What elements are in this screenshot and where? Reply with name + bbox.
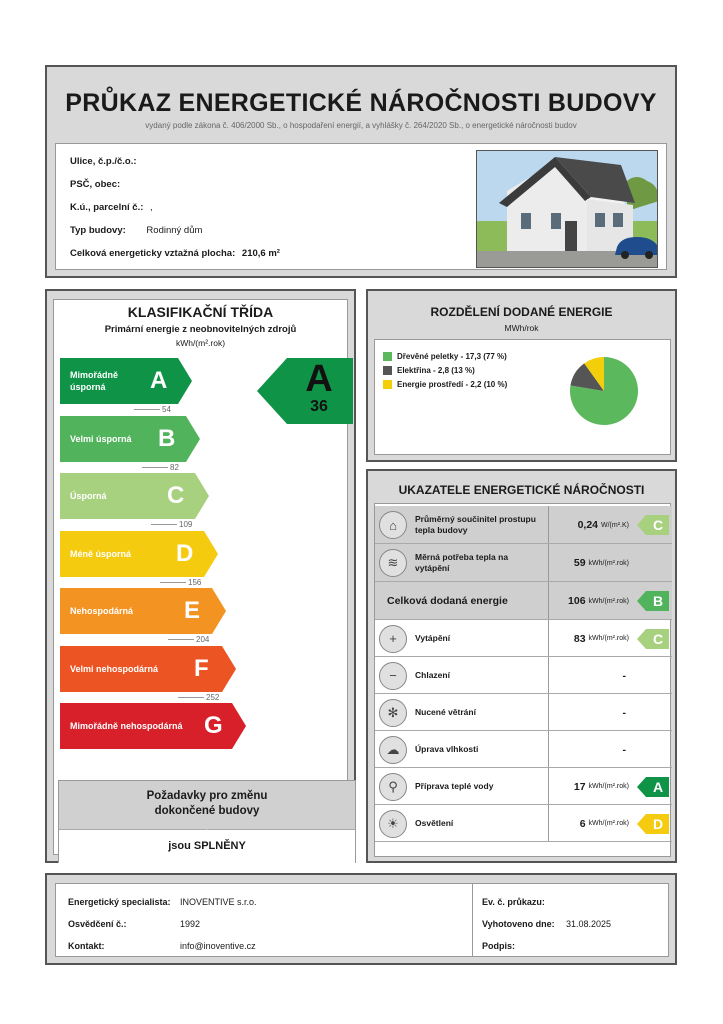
indicator-number: 59	[573, 557, 586, 569]
class-band-label: Velmi nehospodárná	[70, 663, 159, 674]
indicator-value	[555, 582, 629, 620]
ku-label: K.ú., parcelní č.:	[70, 202, 144, 213]
requirements-title-line1: Požadavky pro změnu	[146, 790, 268, 802]
contact-label: Kontakt:	[68, 941, 105, 951]
class-band-b	[60, 416, 200, 462]
ku-value: ,	[150, 202, 153, 213]
requirements-title	[59, 789, 355, 819]
footer-box	[55, 883, 669, 957]
indicator-number: -	[622, 743, 626, 756]
street-row	[70, 156, 137, 167]
class-threshold: 54	[134, 405, 171, 414]
specialist-value: INOVENTIVE s.r.o.	[180, 897, 257, 907]
class-band-label: Velmi úsporná	[70, 433, 132, 444]
indicator-number: 83	[573, 632, 586, 645]
indicator-unit: W/(m².K)	[601, 521, 629, 529]
indicator-class-tag	[637, 629, 669, 649]
class-threshold: 82	[142, 463, 179, 472]
indicator-row	[375, 506, 672, 544]
issued-label: Vyhotoveno dne:	[482, 919, 555, 929]
class-band-letter: B	[158, 424, 176, 452]
row-divider	[548, 620, 549, 656]
signature-label: Podpis:	[482, 941, 515, 951]
row-divider	[548, 694, 549, 730]
humidity-icon: ☁	[379, 736, 407, 764]
indicator-row	[375, 694, 672, 731]
indicator-name: Nucené větrání	[415, 707, 476, 717]
certificate-footer	[45, 873, 677, 965]
legend-label: Energie prostředí - 2,2 (10 %)	[397, 380, 508, 389]
class-band-letter: C	[167, 482, 185, 509]
heat-waves-icon: ≋	[379, 549, 407, 577]
indicator-name: Příprava teplé vody	[415, 781, 494, 791]
indicators-panel	[366, 469, 677, 863]
energy-distribution-panel	[366, 289, 677, 462]
fan-icon: ✻	[379, 699, 407, 727]
indicator-class-tag	[637, 777, 669, 797]
pie-legend-item	[383, 352, 507, 361]
indicator-value	[555, 620, 629, 657]
thermometer-minus-icon: −	[379, 662, 407, 690]
indicator-class-letter: C	[652, 517, 664, 533]
contact-value: info@inoventive.cz	[180, 941, 256, 951]
row-divider	[548, 544, 549, 581]
class-band-c	[60, 473, 209, 519]
class-threshold: 109	[151, 520, 192, 529]
street-label: Ulice, č.p./č.o.:	[70, 156, 137, 167]
legal-subtitle: vydaný podle zákona č. 406/2000 Sb., o hospodaření energií, a vyhlášky č. 264/2020 Sb., o energetické náročnosti budov	[145, 121, 577, 130]
building-photo	[476, 150, 658, 268]
area-label: Celková energeticky vztažná plocha:	[70, 248, 236, 259]
class-band-letter: A	[150, 367, 168, 394]
class-threshold: 252	[178, 693, 219, 702]
class-threshold: 156	[160, 578, 201, 587]
indicator-class-letter: B	[652, 593, 664, 609]
indicator-row	[375, 657, 672, 694]
class-band-a	[60, 358, 192, 404]
class-band-label: Nehospodárná	[70, 606, 134, 616]
specialist-label: Energetický specialista:	[68, 897, 171, 907]
row-divider	[548, 805, 549, 841]
indicator-row	[375, 731, 672, 768]
current-class-badge	[257, 358, 353, 424]
class-band-label: Mimořádně úsporná	[70, 370, 119, 392]
indicator-value	[555, 694, 629, 731]
indicator-class-tag	[637, 814, 669, 834]
indicator-value	[555, 657, 629, 694]
type-value: Rodinný dům	[146, 225, 203, 236]
distribution-title: ROZDĚLENÍ DODANÉ ENERGIE	[430, 305, 613, 319]
psc-label: PSČ, obec:	[70, 179, 121, 190]
indicator-name: Osvětlení	[415, 818, 454, 828]
classification-unit: kWh/(m².rok)	[175, 338, 226, 348]
requirements-result: jsou SPLNĚNY	[59, 829, 355, 863]
indicator-unit: kWh/(m².rok)	[588, 783, 629, 790]
indicator-value	[555, 506, 629, 544]
indicator-name: Úprava vlhkosti	[415, 744, 479, 754]
indicator-number: -	[622, 669, 626, 682]
class-band-letter: D	[176, 539, 194, 567]
indicators-title: UKAZATELE ENERGETICKÉ NÁROČNOSTI	[398, 483, 645, 497]
light-bulb-icon: ☀	[379, 810, 407, 838]
indicator-number: 6	[579, 817, 586, 830]
certification-value: 1992	[180, 919, 201, 929]
indicator-unit: kWh/(m².rok)	[588, 635, 629, 642]
class-band-e	[60, 588, 226, 634]
indicator-value	[555, 805, 629, 842]
requirements-notch	[197, 821, 217, 830]
class-band-letter: F	[194, 654, 209, 682]
class-band-g	[60, 703, 246, 749]
row-divider	[548, 731, 549, 767]
pie-legend-item	[383, 366, 475, 375]
indicator-class-tag	[637, 515, 669, 535]
row-divider	[548, 768, 549, 804]
indicator-number: -	[622, 706, 626, 719]
indicators-table	[374, 503, 671, 857]
indicator-class-tag	[637, 591, 669, 611]
indicator-name: Měrná potřeba tepla na vytápění	[415, 552, 509, 573]
ku-row	[70, 202, 153, 213]
building-info-box	[55, 143, 667, 270]
indicator-number: 17	[573, 780, 586, 793]
indicator-row	[375, 805, 672, 842]
indicator-class-letter: C	[652, 630, 664, 647]
indicator-name: Vytápění	[415, 633, 451, 643]
class-band-letter: E	[184, 597, 201, 624]
page-title: PRŮKAZ ENERGETICKÉ NÁROČNOSTI BUDOVY	[65, 89, 657, 117]
water-tap-icon: ⚲	[379, 773, 407, 801]
class-band-label: Méně úsporná	[70, 548, 132, 559]
footer-divider	[472, 884, 473, 956]
ev-number-label: Ev. č. průkazu:	[482, 897, 545, 907]
classification-subtitle: Primární energie z neobnovitelných zdrojů	[104, 324, 297, 335]
indicator-name: Průměrný součinitel prostupu tepla budovy	[415, 514, 536, 535]
classification-title: KLASIFIKAČNÍ TŘÍDA	[127, 304, 274, 320]
legend-swatch	[383, 352, 392, 361]
indicator-value	[555, 544, 629, 582]
class-band-label: Mimořádně nehospodárná	[70, 721, 183, 731]
indicator-number: 106	[568, 595, 586, 607]
class-band-d	[60, 531, 218, 577]
current-class-letter: A	[305, 358, 333, 400]
issued-value: 31.08.2025	[566, 919, 612, 929]
distribution-box	[374, 339, 671, 455]
requirements-title-line2: dokončené budovy	[154, 805, 260, 817]
legend-label: Dřevěné peletky - 17,3 (77 %)	[397, 352, 507, 361]
indicator-class-letter: D	[652, 815, 664, 832]
current-class-value: 36	[310, 398, 328, 415]
indicator-value	[555, 768, 629, 805]
indicator-name: Celková dodaná energie	[387, 594, 508, 607]
row-divider	[548, 506, 549, 543]
indicator-unit: kWh/(m².rok)	[588, 559, 629, 567]
legend-swatch	[383, 366, 392, 375]
thermometer-plus-icon: +	[379, 625, 407, 653]
indicator-value	[555, 731, 629, 768]
indicator-unit: kWh/(m².rok)	[588, 820, 629, 827]
classification-panel	[45, 289, 356, 863]
certificate-header	[45, 65, 677, 278]
classification-box	[53, 299, 348, 855]
indicator-row	[375, 768, 672, 805]
indicator-name: Chlazení	[415, 670, 450, 680]
indicator-row	[375, 582, 672, 620]
class-threshold: 204	[168, 635, 209, 644]
row-divider	[548, 582, 549, 619]
distribution-pie-chart	[564, 351, 644, 431]
psc-row	[70, 179, 120, 190]
distribution-unit: MWh/rok	[504, 323, 539, 333]
type-row	[70, 225, 202, 236]
class-band-letter: G	[204, 712, 223, 739]
legend-label: Elektřina - 2,8 (13 %)	[397, 366, 475, 375]
indicator-number: 0,24	[577, 519, 598, 531]
house-icon: ⌂	[379, 511, 407, 539]
area-value: 210,6 m²	[241, 248, 280, 259]
row-divider	[548, 657, 549, 693]
type-label: Typ budovy:	[70, 225, 126, 236]
indicator-row	[375, 620, 672, 657]
requirements-box	[58, 780, 356, 863]
class-band-f	[60, 646, 236, 692]
class-band-label: Úsporná	[70, 491, 107, 501]
legend-swatch	[383, 380, 392, 389]
indicator-unit: kWh/(m².rok)	[588, 597, 629, 605]
pie-legend-item	[383, 380, 507, 389]
indicator-row	[375, 544, 672, 582]
area-row	[70, 248, 280, 259]
certification-label: Osvědčení č.:	[68, 919, 127, 929]
indicator-class-letter: A	[652, 778, 664, 795]
